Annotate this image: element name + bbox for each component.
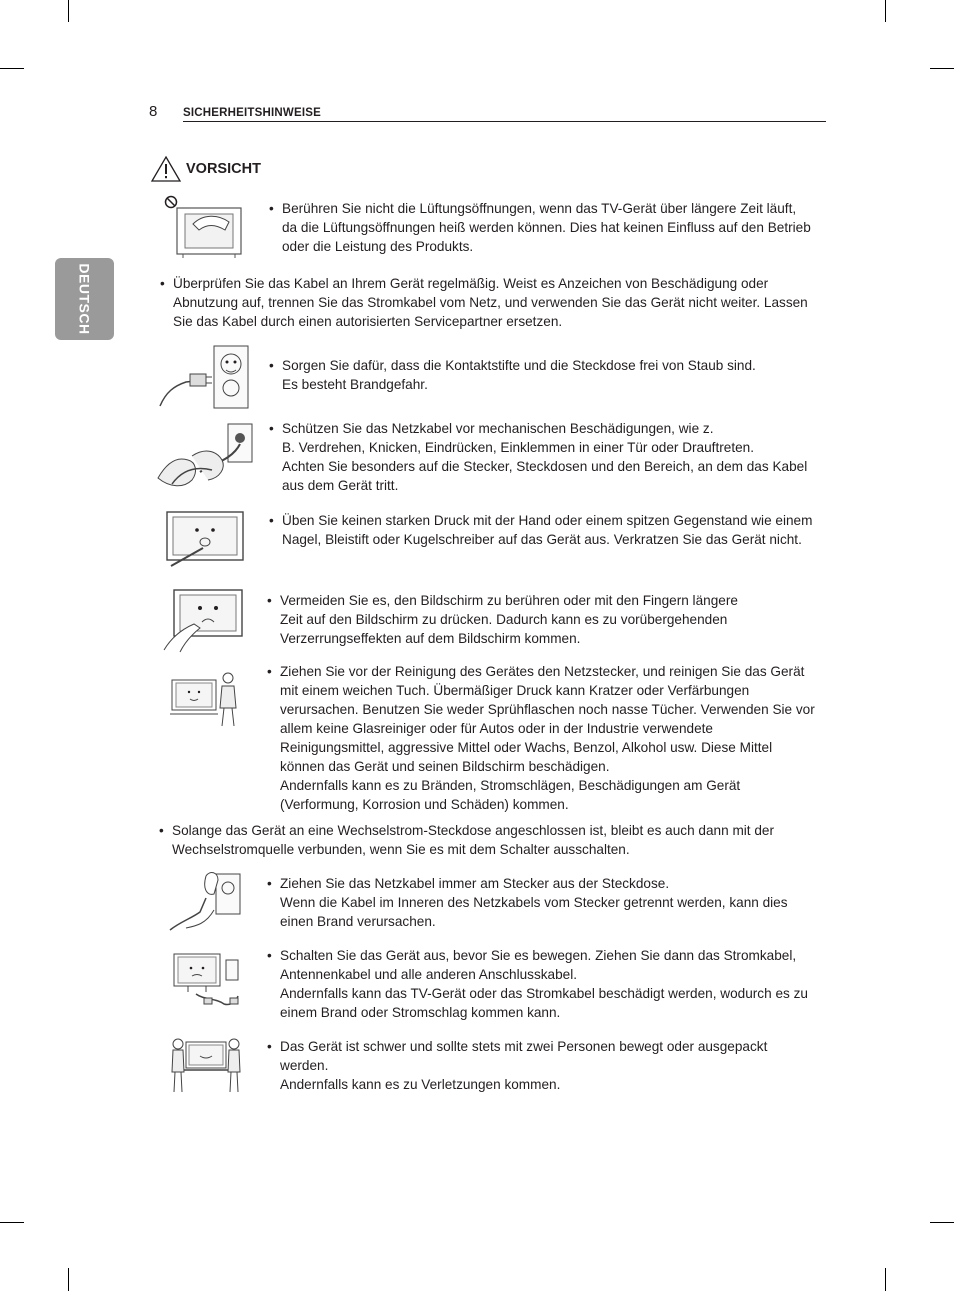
item-text: B. Verdrehen, Knicken, Eindrücken, Einklemmen in einer Tür oder Drauftreten. [282, 440, 754, 455]
cable-damage-illustration [152, 420, 256, 492]
section-title: SICHERHEITSHINWEISE [183, 107, 321, 119]
item-text: Andernfalls kann das TV-Gerät oder das Stromkabel beschädigt werden, wodurch es zu einem Brand oder Stromschlag kommen kann. [280, 986, 808, 1020]
item-text: Überprüfen Sie das Kabel an Ihrem Gerät regelmäßig. Weist es Anzeichen von Beschädigung oder Abnutzung auf, trennen Sie das Stromkabel vom Netz, und verwenden Sie das Gerät nicht weiter. Lassen Sie das Kabel durch einen autorisierten Servicepartner ersetzen. [173, 276, 808, 329]
list-item [160, 274, 820, 331]
item-text: Üben Sie keinen starken Druck mit der Hand oder einem spitzen Gegenstand wie einem Nagel, Bleistift oder Kugelschreiber auf das Gerät aus. Verkratzen Sie das Gerät nicht. [282, 513, 813, 547]
crop-mark [0, 1222, 24, 1223]
crop-mark [0, 68, 24, 69]
tv-vent-prohibited-illustration [163, 194, 247, 260]
crop-mark [930, 68, 954, 69]
list-item [269, 511, 814, 549]
item-text: Vermeiden Sie es, den Bildschirm zu berühren oder mit den Fingern längere [280, 593, 738, 608]
tv-cleaning-illustration [168, 670, 242, 730]
tv-scratch-illustration [157, 508, 251, 570]
item-text: Andernfalls kann es zu Verletzungen kommen. [280, 1077, 561, 1092]
bullet: • [159, 823, 164, 838]
bullet: • [267, 1039, 272, 1054]
item-text: Andernfalls kann es zu Bränden, Stromschlägen, Beschädigungen am Gerät (Verformung, Korrosion und Schäden) kommen. [280, 778, 741, 812]
crop-mark [930, 1222, 954, 1223]
tv-disconnect-cables-illustration [168, 946, 244, 1010]
list-item [267, 591, 817, 648]
bullet: • [267, 948, 272, 963]
bullet: • [267, 664, 272, 679]
tv-finger-press-illustration [160, 586, 250, 654]
language-tab [55, 258, 114, 340]
dusty-plug-illustration [156, 340, 252, 412]
unplug-by-plug-illustration [166, 866, 244, 936]
language-tab-label: DEUTSCH [76, 263, 93, 335]
crop-mark [885, 0, 886, 22]
warning-triangle-icon [150, 155, 182, 183]
list-item [267, 946, 819, 1022]
bullet: • [269, 421, 274, 436]
two-person-carry-illustration [170, 1036, 242, 1094]
list-item [269, 199, 814, 256]
item-text: Schalten Sie das Gerät aus, bevor Sie es bewegen. Ziehen Sie dann das Stromkabel, Antennenkabel und alle anderen Anschlusskabel. [280, 948, 797, 982]
bullet: • [160, 276, 165, 291]
bullet: • [269, 358, 274, 373]
bullet: • [267, 593, 272, 608]
item-text: Es besteht Brandgefahr. [282, 377, 428, 392]
list-item [267, 1037, 819, 1094]
crop-mark [68, 0, 69, 22]
item-text: Das Gerät ist schwer und sollte stets mit zwei Personen bewegt oder ausgepackt werden. [280, 1039, 768, 1073]
bullet: • [269, 201, 274, 216]
item-text: Zeit auf den Bildschirm zu drücken. Dadurch kann es zu vorübergehenden [280, 612, 728, 627]
header-rule [183, 121, 826, 122]
item-text: Solange das Gerät an eine Wechselstrom-Steckdose angeschlossen ist, bleibt es auch dann mit der Wechselstromquelle verbunden, wenn Sie es mit dem Schalter ausschalten. [172, 823, 774, 857]
item-text: Wenn die Kabel im Inneren des Netzkabels vom Stecker getrennt werden, kann dies einen Brand verursachen. [280, 895, 788, 929]
list-item [269, 419, 814, 495]
item-text: Achten Sie besonders auf die Stecker, Steckdosen und den Bereich, an dem das Kabel aus dem Gerät tritt. [282, 459, 808, 493]
caution-label: VORSICHT [186, 161, 261, 177]
item-text: Sorgen Sie dafür, dass die Kontaktstifte und die Steckdose frei von Staub sind. [282, 358, 756, 373]
item-text: Ziehen Sie vor der Reinigung des Gerätes den Netzstecker, und reinigen Sie das Gerät mit einem weichen Tuch. Übermäßiger Druck kann Kratzer oder Verfärbungen verursachen. Benutzen Sie weder Sprühflaschen noch nasse Tücher. Verwenden Sie vor allem keine Glasreiniger oder für Autos oder in der Industrie verwendete Reinigungsmittel, aggressive Mittel oder Wachs, Benzol, Alkohol usw. Diese Mittel können das Gerät und seinen Bildschirm beschädigen. [280, 664, 815, 774]
item-text: Schützen Sie das Netzkabel vor mechanischen Beschädigungen, wie z. [282, 421, 714, 436]
page-number: 8 [149, 103, 158, 120]
list-item [267, 874, 819, 931]
bullet: • [269, 513, 274, 528]
item-text: Berühren Sie nicht die Lüftungsöffnungen, wenn das TV-Gerät über längere Zeit läuft, da die Lüftungsöffnungen heiß werden können. Dies hat keinen Einfluss auf den Betrieb oder die Leistung des Produkts. [282, 201, 811, 254]
item-text: Verzerrungseffekten auf dem Bildschirm kommen. [280, 631, 581, 646]
caution-heading [150, 155, 261, 183]
item-text: Ziehen Sie das Netzkabel immer am Stecker aus der Steckdose. [280, 876, 670, 891]
list-item [159, 821, 821, 859]
crop-mark [68, 1268, 69, 1291]
bullet: • [267, 876, 272, 891]
crop-mark [885, 1268, 886, 1291]
list-item [267, 662, 819, 814]
list-item [269, 356, 814, 394]
